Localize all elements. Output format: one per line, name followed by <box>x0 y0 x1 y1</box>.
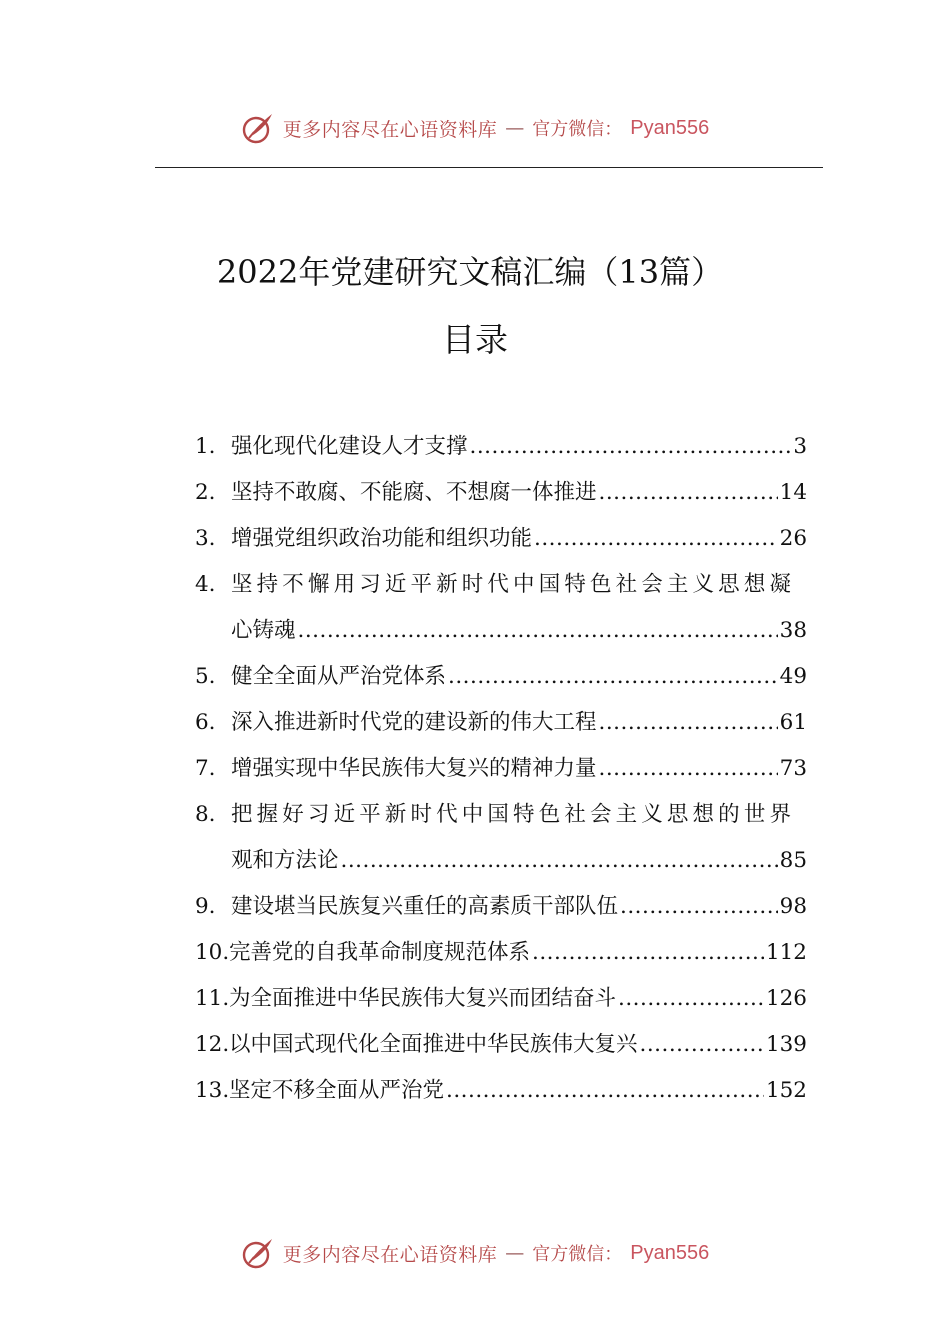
toc-entry[interactable] <box>195 976 807 1022</box>
toc-entry-number: 12. <box>195 1032 230 1057</box>
toc-leader-dots <box>341 838 778 884</box>
banner-wechat-id: Pyan556 <box>630 116 710 139</box>
toc-title-char: 色 <box>589 572 612 597</box>
header-divider <box>155 167 823 168</box>
toc-leader-dots <box>532 930 764 976</box>
toc-title-char: 时 <box>410 802 432 827</box>
quill-logo-icon <box>241 111 275 145</box>
toc-entry-number: 2. <box>195 480 216 505</box>
toc-entry-number: 7. <box>195 756 216 781</box>
toc-entry-title: 完善党的自我革命制度规范体系 <box>229 940 531 965</box>
toc-entry-page: 126 <box>765 986 807 1011</box>
toc-entry-number: 10. <box>195 940 230 965</box>
toc-title-char: 的 <box>718 802 740 827</box>
toc-title-char: 想 <box>743 572 766 597</box>
banner-text: 更多内容尽在心语资料库 <box>282 1243 498 1266</box>
toc-entry-title: 以中国式现代化全面推进中华民族伟大复兴 <box>229 1032 638 1057</box>
toc-title-char: 中 <box>513 572 535 597</box>
toc-entry-page: 73 <box>779 756 807 781</box>
toc-entry-page: 152 <box>765 1078 807 1103</box>
banner-wechat-label: 官方微信： <box>532 1244 623 1265</box>
document-title: 2022年党建研究文稿汇编（13篇） <box>216 253 724 291</box>
banner-text: 更多内容尽在心语资料库 <box>282 118 498 141</box>
toc-entry-title-line-1 <box>231 562 807 608</box>
toc-title-char: 国 <box>487 802 509 827</box>
toc-title-char: 主 <box>666 572 689 597</box>
toc-title-char: 会 <box>589 802 612 827</box>
banner-wechat-label: 官方微信： <box>532 119 623 140</box>
toc-title-char: 社 <box>615 572 638 597</box>
banner-separator: — <box>505 1242 525 1264</box>
toc-entry-page: 112 <box>765 940 807 965</box>
toc-entry-title-line-2: 心铸魂 <box>231 618 296 643</box>
toc-entry-page: 49 <box>779 664 807 689</box>
toc-title-char: 新 <box>384 802 407 827</box>
toc-entry-number: 4. <box>195 572 216 597</box>
toc-entry-number: 5. <box>195 664 216 689</box>
banner-separator: — <box>505 117 525 139</box>
toc-entry-number: 6. <box>195 710 216 735</box>
toc-entry-title: 建设堪当民族复兴重任的高素质干部队伍 <box>231 894 619 919</box>
toc-entry-page: 85 <box>779 848 807 873</box>
toc-entry[interactable] <box>195 1022 807 1068</box>
toc-leader-dots <box>446 1068 764 1114</box>
toc-leader-dots <box>618 976 764 1022</box>
toc-title-char: 代 <box>487 572 509 597</box>
toc-entry-page: 26 <box>779 526 807 551</box>
toc-title-char: 世 <box>743 802 766 827</box>
toc-title-char: 习 <box>307 802 330 827</box>
toc-entry-title-line-2: 观和方法论 <box>231 848 339 873</box>
toc-leader-dots <box>470 424 792 470</box>
toc-entry[interactable] <box>195 654 807 700</box>
toc-entry-title: 深入推进新时代党的建设新的伟大工程 <box>231 710 597 735</box>
toc-title-char: 不 <box>282 572 304 597</box>
toc-entry[interactable] <box>195 1068 807 1114</box>
toc-entry-number: 1. <box>195 434 216 459</box>
toc-entry[interactable] <box>195 792 807 884</box>
toc-title-char: 特 <box>564 572 586 597</box>
toc-entry[interactable] <box>195 700 807 746</box>
toc-entry-number: 9. <box>195 894 216 919</box>
toc-entry-title-line-1 <box>231 792 807 838</box>
toc-entry-page: 38 <box>779 618 807 643</box>
toc-entry-number: 8. <box>195 802 216 827</box>
toc-title-char: 时 <box>461 572 484 597</box>
toc-entry-page: 139 <box>765 1032 807 1057</box>
toc-entry-number: 3. <box>195 526 216 551</box>
toc-title-char: 坚 <box>231 572 253 597</box>
toc-title-char: 把 <box>231 802 253 827</box>
toc-leader-dots <box>599 746 778 792</box>
toc-title-char: 新 <box>436 572 458 597</box>
toc-heading: 目录 <box>442 320 508 359</box>
toc-title-char: 主 <box>615 802 638 827</box>
toc-entry-page: 98 <box>779 894 807 919</box>
toc-title-char: 特 <box>513 802 535 827</box>
toc-entry-title: 坚定不移全面从严治党 <box>229 1078 445 1103</box>
toc-entry-title: 为全面推进中华民族伟大复兴而团结奋斗 <box>229 986 617 1011</box>
footer-banner <box>0 1233 950 1273</box>
toc-title-char: 义 <box>692 572 715 597</box>
toc-leader-dots <box>448 654 778 700</box>
toc-entry-title: 增强党组织政治功能和组织功能 <box>231 526 533 551</box>
toc-entry-title: 强化现代化建设人才支撑 <box>231 434 468 459</box>
toc-title-char: 近 <box>384 572 407 597</box>
toc-entry-number: 11. <box>195 986 230 1011</box>
toc-leader-dots <box>640 1022 764 1068</box>
toc-title-char: 习 <box>359 572 381 597</box>
toc-leader-dots <box>534 516 778 562</box>
toc-leader-dots <box>298 608 778 654</box>
toc-title-char: 平 <box>410 572 432 597</box>
toc-title-char: 会 <box>641 572 663 597</box>
toc-title-char: 思 <box>666 802 689 827</box>
header-banner <box>0 108 950 148</box>
toc-title-char: 好 <box>282 802 304 827</box>
toc-title-char: 国 <box>538 572 561 597</box>
toc-leader-dots <box>599 470 778 516</box>
toc-title-char: 平 <box>359 802 381 827</box>
toc-title-char: 界 <box>769 802 791 827</box>
toc-entry[interactable] <box>195 470 807 516</box>
toc-entry-title: 增强实现中华民族伟大复兴的精神力量 <box>231 756 597 781</box>
toc-title-char: 代 <box>436 802 458 827</box>
toc-entry[interactable] <box>195 884 807 930</box>
toc-title-char: 凝 <box>769 572 791 597</box>
toc-title-char: 义 <box>641 802 663 827</box>
toc-entry-number: 13. <box>195 1078 230 1103</box>
toc-entry-page: 3 <box>793 434 807 459</box>
toc-entry[interactable] <box>195 562 807 654</box>
toc-entry[interactable] <box>195 516 807 562</box>
toc-entry-title: 坚持不敢腐、不能腐、不想腐一体推进 <box>231 480 597 505</box>
toc-entry-page: 61 <box>779 710 807 735</box>
toc-title-char: 想 <box>692 802 715 827</box>
quill-logo-icon <box>241 1236 275 1270</box>
toc-entry[interactable] <box>195 746 807 792</box>
toc-title-char: 中 <box>461 802 484 827</box>
table-of-contents <box>195 424 807 1114</box>
toc-title-char: 色 <box>538 802 561 827</box>
toc-entry[interactable] <box>195 424 807 470</box>
toc-entry-page: 14 <box>779 480 807 505</box>
toc-title-char: 思 <box>718 572 740 597</box>
toc-entry[interactable] <box>195 930 807 976</box>
toc-title-char: 持 <box>256 572 279 597</box>
toc-title-char: 懈 <box>307 572 330 597</box>
toc-entry-title: 健全全面从严治党体系 <box>231 664 447 689</box>
banner-wechat-id: Pyan556 <box>630 1241 710 1264</box>
toc-leader-dots <box>620 884 778 930</box>
toc-title-char: 用 <box>333 572 356 597</box>
toc-title-char: 握 <box>256 802 279 827</box>
toc-title-char: 近 <box>333 802 356 827</box>
toc-leader-dots <box>599 700 778 746</box>
toc-title-char: 社 <box>564 802 586 827</box>
